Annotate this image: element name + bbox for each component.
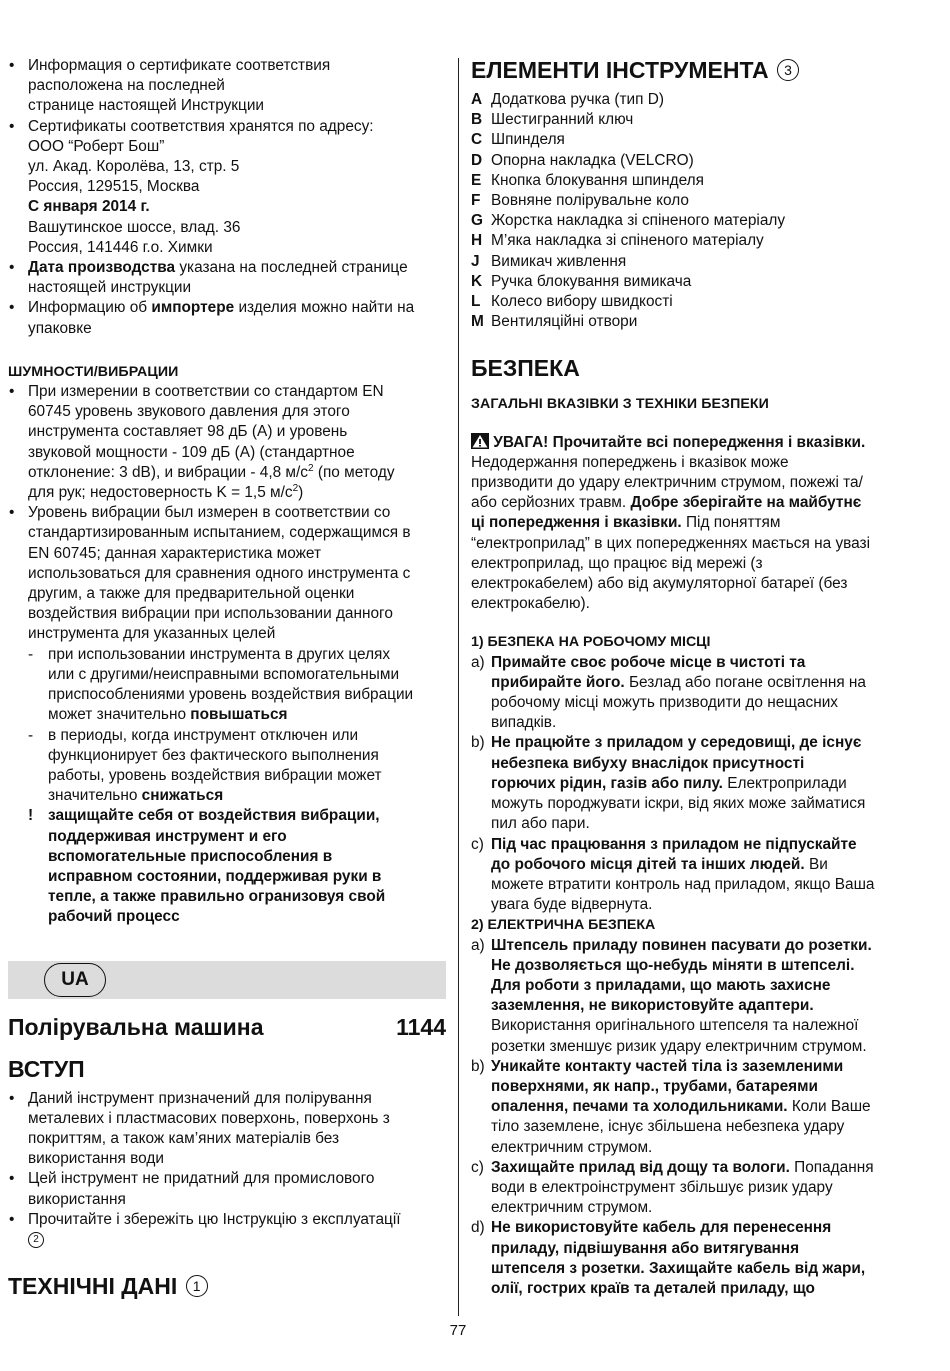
part-label: Шестигранний ключ (491, 111, 634, 129)
language-bar (8, 961, 446, 999)
list-item: • Прочитайте і збережіть цю Інструкцію з експлуатації 2 (8, 1210, 446, 1250)
part-letter: A (471, 91, 483, 108)
parts-list (471, 90, 915, 332)
part-letter: E (471, 171, 482, 189)
part-item (471, 292, 915, 312)
list-item: • Даний інструмент призначений для полірування металевих і пластмасових поверхонь, поверхонь з покриттям, а також кам’яних матеріалів без використання води (8, 1089, 446, 1170)
tech-data-heading: ТЕХНІЧНІ ДАНІ 1 (8, 1272, 446, 1300)
part-label: Кнопка блокування шпинделя (491, 171, 704, 189)
general-safety-header: ЗАГАЛЬНІ ВКАЗІВКИ З ТЕХНІКИ БЕЗПЕКИ (471, 396, 769, 413)
list-item: b) Не працюйте з приладом у середовищі, де існує небезпека вибуху внаслідок присутності горючих рідин, газів або пилу. Електроприлади можуть породжувати іскри, від яких може займатися пил або пари. (471, 734, 866, 833)
list-item: - при использовании инструмента в других целях или с другими/неисправными вспомогательными приспособлениями уровень воздействия вибрации может значительно повышаться (28, 645, 414, 724)
list-item: • Дата производства указана на последней странице настоящей инструкции (8, 258, 446, 298)
part-letter: H (471, 232, 483, 250)
part-label: Опорна накладка (VELCRO) (491, 151, 694, 169)
part-letter: G (471, 212, 483, 230)
noise-section-header: ШУМНОСТИ/ВИБРАЦИИ (8, 363, 179, 380)
electrical-safety-list (471, 936, 915, 1300)
warning-icon (471, 433, 489, 449)
list-item: • Информация о сертификате соответствия расположена на последней странице настоящей Инструкции (8, 56, 446, 117)
part-letter: J (471, 252, 480, 270)
part-item (471, 90, 915, 110)
part-item (471, 272, 915, 292)
part-item (471, 130, 915, 150)
electrical-safety-header: 2) ЕЛЕКТРИЧНА БЕЗПЕКА (471, 917, 656, 934)
work-area-list (471, 653, 915, 916)
part-item (471, 171, 915, 191)
vibration-sublist (8, 645, 446, 928)
page-number: 77 (449, 1322, 467, 1339)
part-letter: F (471, 192, 481, 210)
list-item: c) Захищайте прилад від дощу та вологи. Попадання води в електроінструмент збільшує ризик удару електричним струмом. (471, 1158, 874, 1217)
date-label: С января 2014 г. (28, 198, 150, 216)
elements-heading: ЕЛЕМЕНТИ ІНСТРУМЕНТА 3 (471, 56, 915, 84)
product-number: 1144 (396, 1013, 446, 1040)
part-item (471, 191, 915, 211)
warning-paragraph: УВАГА! Прочитайте всі попередження і вказівки. Недодержання попереджень і вказівок може призводити до удару електричним струмом, пожежі та/ або серйозних травм. Добре зберігайте на майбутнє ці попередження і вказівки. Під поняттям “електроприлад” в цих попередженнях мається на увазі електроприлад, що працює від мережі (з електрокабелем) або від акумуляторної батареї (без електрокабелю). (471, 433, 871, 613)
part-label: Жорстка накладка зі спіненого матеріалу (491, 212, 786, 230)
part-label: Шпинделя (491, 131, 565, 149)
figure-ref-2: 2 (28, 1232, 44, 1248)
part-item (471, 312, 915, 332)
part-label: М’яка накладка зі спіненого матеріалу (491, 232, 764, 250)
list-item: • Информацию об импортере изделия можно найти на упаковке (8, 298, 446, 338)
part-item (471, 110, 915, 130)
part-letter: C (471, 131, 483, 149)
noise-list (8, 382, 446, 645)
right-column (471, 56, 915, 1299)
part-letter: D (471, 151, 483, 169)
list-item: d) Не використовуйте кабель для перенесення приладу, підвішування або витягування штепселя з розетки. Захищайте кабель від жари, олії, гострих країв та деталей приладу, що (471, 1219, 866, 1297)
list-item: c) Під час працювання з приладом не підпускайте до робочого місця дітей та інших людей. Ви можете втратити контроль над приладом, якщо Ваша увага буде відвернута. (471, 835, 875, 914)
list-item: • Уровень вибрации был измерен в соответствии со стандартизированным испытанием, содержащимся в EN 60745; данная характеристика может использоваться для сравнения одного инструмента с другим, а также для предварительной оценки воздействия вибрации при использовании данного инструмента для указанных целей (8, 503, 446, 644)
language-badge: UA (44, 963, 106, 997)
work-area-header: 1) БЕЗПЕКА НА РОБОЧОМУ МІСЦІ (471, 634, 711, 651)
product-title: Полірувальна машина 1144 (8, 1013, 446, 1040)
column-divider (458, 58, 459, 1316)
part-label: Вовняне полірувальне коло (491, 192, 689, 210)
list-item: a) Примайте своє робоче місце в чистоті та прибирайте його. Безлад або погане освітлення на робочому місці можуть призводити до нещасних випадків. (471, 653, 866, 732)
list-item: a) Штепсель приладу повинен пасувати до розетки. Не дозволяється що-небудь міняти в штепселі. Для роботи з приладами, що мають захисне заземлення, не використовуйте адаптери. Використання оригінального штепселя та належної розетки зменшує ризик удару електричним струмом. (471, 936, 872, 1055)
list-item: • Сертификаты соответствия хранятся по адресу: ООО “Роберт Бош” ул. Акад. Королёва, 13, стр. 5 Россия, 129515, Москва С января 2014 г. Вашутинское шоссе, влад. 36 Россия, 141446 г.о. Химки (8, 117, 446, 258)
intro-heading: ВСТУП (8, 1055, 85, 1082)
part-letter: K (471, 272, 483, 290)
list-item: b) Уникайте контакту частей тіла із заземленими поверхнями, як напр., трубами, батареями опалення, печами та холодильниками. Коли Ваше тіло заземлене, існує збільшена небезпека удару електричним струмом. (471, 1057, 871, 1156)
part-item (471, 252, 915, 272)
figure-ref-3: 3 (777, 59, 799, 81)
certificate-list (8, 56, 446, 339)
part-letter: M (471, 313, 484, 331)
part-item (471, 211, 915, 231)
part-label: Колесо вибору швидкості (491, 293, 673, 311)
part-label: Додаткова ручка (тип D) (491, 91, 665, 108)
intro-list (8, 1089, 446, 1251)
part-letter: L (471, 293, 481, 311)
safety-heading: БЕЗПЕКА (471, 355, 580, 382)
left-column (8, 56, 446, 1306)
list-item: - в периоды, когда инструмент отключен или функционирует без фактического выполнения работы, уровень воздействия вибрации может значительно снижаться (28, 726, 382, 805)
part-label: Ручка блокування вимикача (491, 272, 692, 290)
part-label: Вимикач живлення (491, 252, 627, 270)
part-label: Вентиляційні отвори (491, 313, 638, 331)
part-item (471, 151, 915, 171)
figure-ref-1: 1 (186, 1275, 208, 1297)
list-item: • При измерении в соответствии со стандартом EN 60745 уровень звукового давления для этого инструмента составляет 98 дБ (A) и уровень звуковой мощности - 109 дБ (A) (стандартное отклонение: 3 dB), и вибрации - 4,8 $м/с^2$ (по методу для рук; недостоверность K = 1,5 $м/с^2$) (8, 382, 446, 503)
part-item (471, 231, 915, 251)
part-letter: B (471, 111, 483, 129)
list-item: • Цей інструмент не придатний для промислового використання (8, 1169, 446, 1209)
list-item: ! защищайте себя от воздействия вибрации, поддерживая инструмент и его вспомогательные приспособления в исправном состоянии, поддерживая руки в тепле, а также правильно огранизовуя свой рабочий процесс (28, 807, 386, 926)
